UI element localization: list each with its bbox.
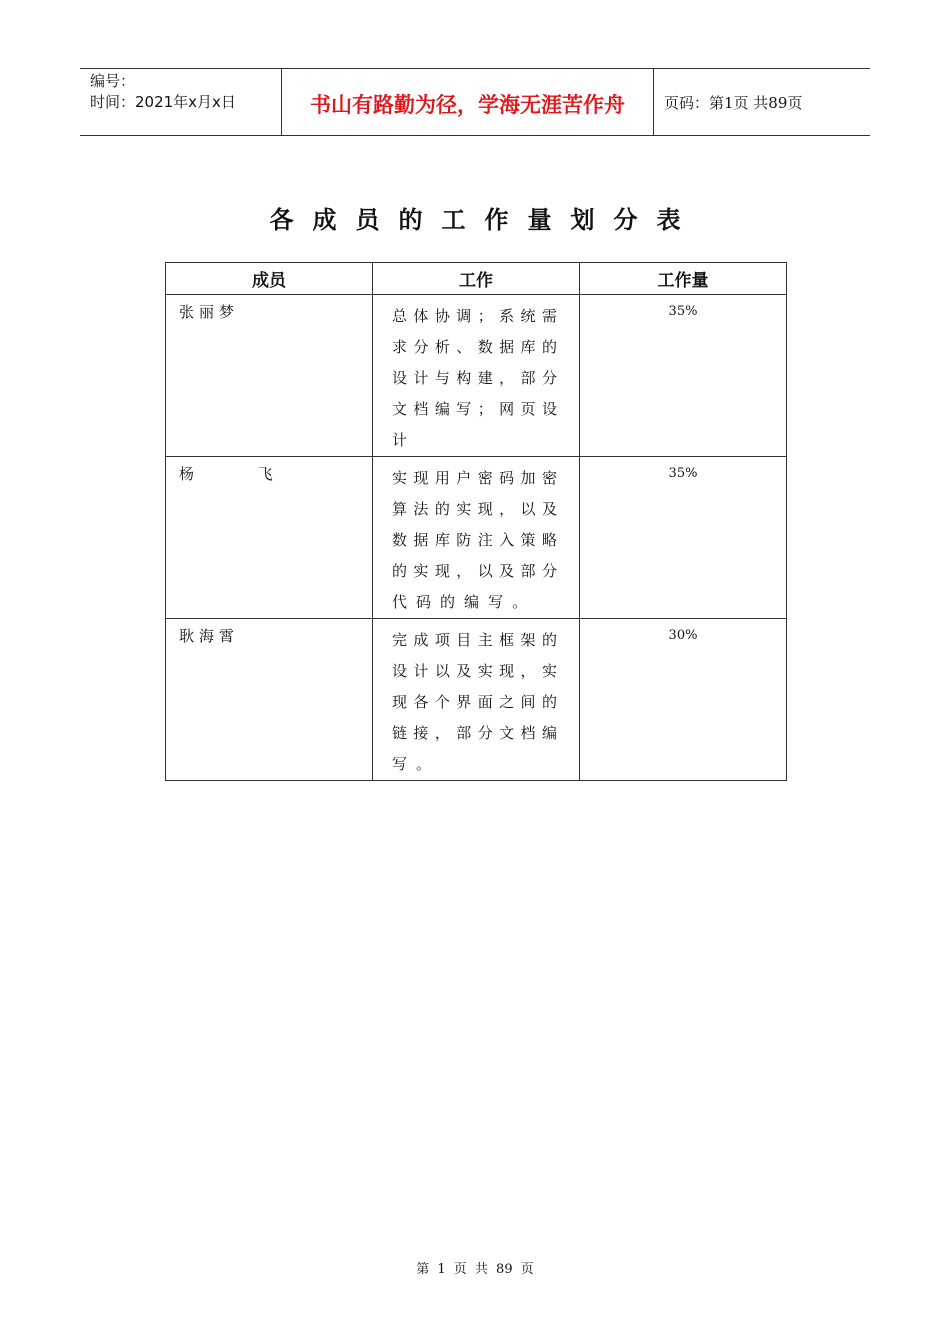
- work-line: 代 码 的 编 写 。: [392, 593, 528, 611]
- header-meta: [80, 69, 282, 135]
- page-header: [80, 68, 870, 136]
- table-body: [166, 295, 787, 781]
- member-name-cell: 耿海霄: [166, 619, 373, 781]
- work-line: 文 档 编 写 ； 网 页 设: [392, 400, 557, 418]
- document-time-label: 时间：2021年x月x日: [90, 93, 236, 111]
- workload-cell: 30%: [580, 619, 787, 781]
- work-line: 写 。: [392, 755, 432, 773]
- work-description-cell: [373, 619, 580, 781]
- work-line: 算 法 的 实 现 ， 以 及: [392, 500, 557, 518]
- work-line: 完 成 项 目 主 框 架 的: [392, 631, 557, 649]
- table-row: [166, 295, 787, 457]
- column-header-work: 工作: [373, 263, 580, 295]
- workload-cell: 35%: [580, 457, 787, 619]
- work-line: 现 各 个 界 面 之 间 的: [392, 693, 557, 711]
- page-title: 各成员的工作量划分表: [269, 206, 700, 234]
- work-line: 设 计 与 构 建 ， 部 分: [392, 369, 557, 387]
- column-header-workload: 工作量: [580, 263, 787, 295]
- header-motto: 书山有路勤为径，学海无涯苦作舟: [282, 69, 654, 135]
- work-line: 计: [392, 431, 408, 449]
- workload-table: [165, 262, 787, 781]
- work-line: 数 据 库 防 注 入 策 略: [392, 531, 557, 549]
- member-name-cell: 杨 飞: [166, 457, 373, 619]
- column-header-member: 成员: [166, 263, 373, 295]
- table-row: [166, 457, 787, 619]
- work-description-cell: [373, 457, 580, 619]
- work-line: 链 接 ， 部 分 文 档 编: [392, 724, 557, 742]
- page-footer: 第 1 页 共 89 页: [416, 1262, 534, 1277]
- workload-cell: 35%: [580, 295, 787, 457]
- work-line: 求 分 析 、 数 据 库 的: [392, 338, 557, 356]
- table-header-row: [166, 263, 787, 295]
- table-row: [166, 619, 787, 781]
- member-name-cell: 张丽梦: [166, 295, 373, 457]
- work-description-cell: [373, 295, 580, 457]
- work-line: 实 现 用 户 密 码 加 密: [392, 469, 557, 487]
- work-line: 的 实 现 ， 以 及 部 分: [392, 562, 557, 580]
- document-number-label: 编号：: [90, 72, 136, 90]
- work-line: 设 计 以 及 实 现 ， 实: [392, 662, 557, 680]
- header-page-info: 页码：第1页 共89页: [664, 93, 803, 112]
- work-line: 总 体 协 调 ； 系 统 需: [392, 307, 557, 325]
